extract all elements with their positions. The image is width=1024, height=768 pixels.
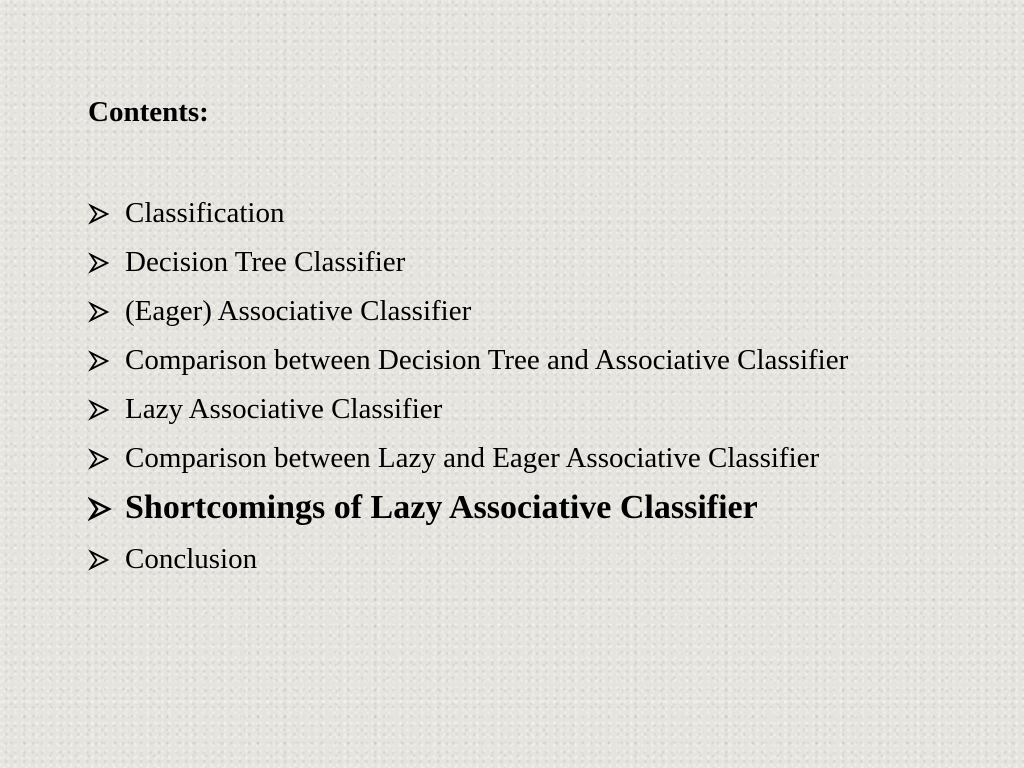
- list-item-classification: [88, 193, 988, 233]
- list-item-lazy-associative: [88, 389, 988, 429]
- list-item-label: Comparison between Decision Tree and Associative Classifier: [125, 344, 849, 376]
- list-item-decision-tree: [88, 242, 988, 282]
- arrow-bullet-icon: [88, 350, 110, 372]
- list-item-conclusion: [88, 539, 988, 579]
- list-item-eager-associative: [88, 291, 988, 331]
- list-item-label: Decision Tree Classifier: [125, 246, 406, 278]
- list-item-label: Lazy Associative Classifier: [125, 393, 443, 425]
- arrow-bullet-icon: [88, 497, 112, 521]
- list-item-comparison-dt-associative: [88, 340, 988, 380]
- contents-list: [88, 193, 988, 588]
- arrow-bullet-icon: [88, 399, 110, 421]
- slide-title: Contents:: [88, 96, 209, 128]
- arrow-bullet-icon: [88, 301, 110, 323]
- list-item-label: Classification: [125, 197, 285, 229]
- list-item-label: Conclusion: [125, 543, 258, 575]
- list-item-label: (Eager) Associative Classifier: [125, 295, 472, 327]
- arrow-bullet-icon: [88, 549, 110, 571]
- list-item-label: Shortcomings of Lazy Associative Classifier: [125, 489, 758, 526]
- arrow-bullet-icon: [88, 252, 110, 274]
- arrow-bullet-icon: [88, 448, 110, 470]
- arrow-bullet-icon: [88, 203, 110, 225]
- list-item-comparison-lazy-eager: [88, 438, 988, 478]
- list-item-label: Comparison between Lazy and Eager Associative Classifier: [125, 442, 820, 474]
- list-item-shortcomings: [88, 487, 988, 529]
